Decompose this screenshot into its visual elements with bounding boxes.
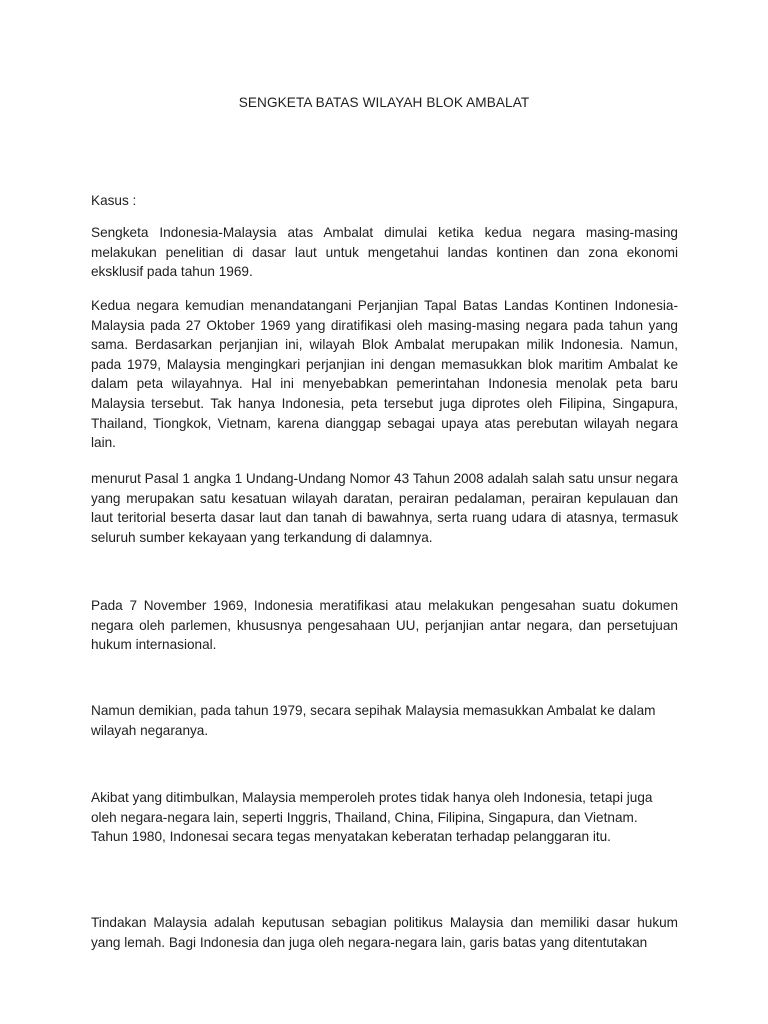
paragraph: Kedua negara kemudian menandatangani Perjanjian Tapal Batas Landas Kontinen Indonesia-Malaysia pada 27 Oktober 1969 yang diratifikasi oleh masing-masing negara pada tahun yang sama. Berdasarkan perjanjian ini, wilayah Blok Ambalat merupakan milik Indonesia. Namun, pada 1979, Malaysia mengingkari perjanjian ini dengan memasukkan blok maritim Ambalat ke dalam peta wilayahnya. Hal ini menyebabkan pemerintahan Indonesia menolak peta baru Malaysia tersebut. Tak hanya Indonesia, peta tersebut juga diprotes oleh Filipina, Singapura, Thailand, Tiongkok, Vietnam, karena dianggap sebagai upaya atas perebutan wilayah negara lain. — [91, 298, 678, 451]
paragraph: Akibat yang ditimbulkan, Malaysia memperoleh protes tidak hanya oleh Indonesia, tetapi juga oleh negara-negara lain, seperti Inggris, Thailand, China, Filipina, Singapura, dan Vietnam. Tahun 1980, Indonesai secara tegas menyatakan keberatan terhadap pelanggaran itu. — [91, 790, 653, 845]
paragraph: Namun demikian, pada tahun 1979, secara sepihak Malaysia memasukkan Ambalat ke dalam wilayah negaranya. — [91, 703, 656, 738]
paragraph: menurut Pasal 1 angka 1 Undang-Undang Nomor 43 Tahun 2008 adalah salah satu unsur negara yang merupakan satu kesatuan wilayah daratan, perairan pedalaman, perairan kepulauan dan laut teritorial beserta dasar laut dan tanah di bawahnya, serta ruang udara di atasnya, termasuk seluruh sumber kekayaan yang terkandung di dalamnya. — [91, 471, 678, 545]
paragraph: Sengketa Indonesia-Malaysia atas Ambalat dimulai ketika kedua negara masing-masing melakukan penelitian di dasar laut untuk mengetahui landas kontinen dan zona ekonomi eksklusif pada tahun 1969. — [91, 225, 678, 280]
paragraph: Pada 7 November 1969, Indonesia meratifikasi atau melakukan pengesahan suatu dokumen negara oleh parlemen, khususnya pengesahaan UU, perjanjian antar negara, dan persetujuan hukum internasional. — [91, 598, 678, 653]
document-title: SENGKETA BATAS WILAYAH BLOK AMBALAT — [238, 95, 530, 110]
section-heading: Kasus : — [91, 193, 137, 208]
paragraph: Tindakan Malaysia adalah keputusan sebagian politikus Malaysia dan memiliki dasar hukum yang lemah. Bagi Indonesia dan juga oleh negara-negara lain, garis batas yang ditentutakan — [91, 915, 678, 950]
